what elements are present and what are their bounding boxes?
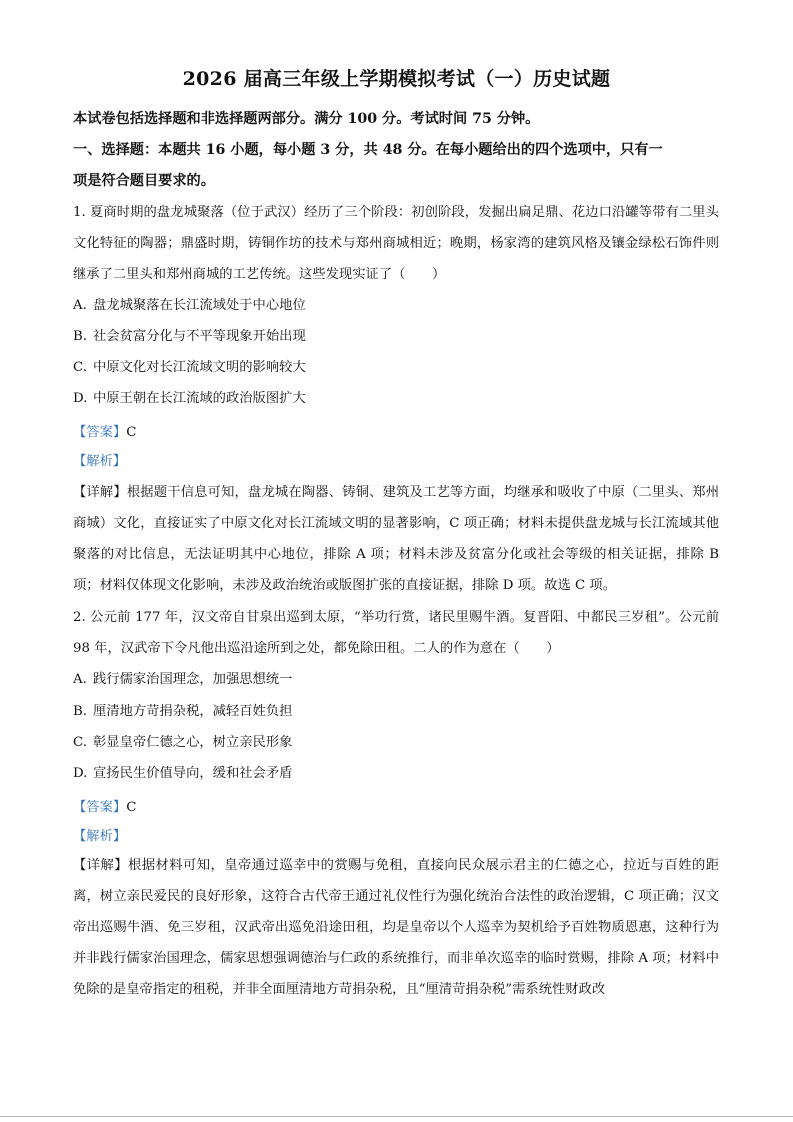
question-1-option-c — [73, 356, 306, 375]
question-2-answer — [73, 796, 136, 815]
question-1-analysis-label — [73, 450, 126, 469]
option-text: 中原文化对长江流域文明的影响较大 — [93, 360, 306, 375]
question-1-option-b — [73, 325, 306, 344]
question-2-detail: 【详解】根据材料可知，皇帝通过巡幸中的赏赐与免租，直接向民众展示君主的仁德之心，拉近与百姓的距离，树立亲民爱民的良好形象，这符合古代帝王通过礼仪性行为强化统治合法性的政治逻辑，C 项正确；汉文帝出巡赐牛酒、免三岁租，汉武帝出巡免沿途田租，均是皇帝以个人巡幸为契机给予百姓物质恩惠，这种行为并非践行儒家治国理念，儒家思想强调德治与仁政的系统推行，而非单次巡幸的临时赏赐，排除 A 项；材料中免除的是皇帝指定的租税，并非全面厘清地方苛捐杂税，且“厘清苛捐杂税”需系统性财政改 — [73, 858, 719, 998]
question-2-option-b — [73, 700, 292, 719]
question-1-option-a — [73, 294, 306, 313]
question-2-option-c — [73, 731, 292, 750]
option-letter: A. — [73, 298, 87, 313]
exam-intro: 本试卷包括选择题和非选择题两部分。满分 100 分。考试时间 75 分钟。 — [73, 111, 540, 127]
question-1-detail: 【详解】根据题干信息可知，盘龙城在陶器、铸铜、建筑及工艺等方面，均继承和吸收了中原（二里头、郑州商城）文化，直接证实了中原文化对长江流域文明的显著影响，C 项正确；材料未提供盘龙城与长江流域其他聚落的对比信息，无法证明其中心地位，排除 A 项；材料未涉及贫富分化或社会等级的相关证据，排除 B 项；材料仅体现文化影响，未涉及政治统治或版图扩张的直接证据，排除 D 项。故选 C 项。 — [73, 485, 719, 594]
option-text: 厘清地方苛捐杂税，减轻百姓负担 — [93, 704, 293, 719]
option-letter: A. — [73, 672, 87, 687]
option-letter: D. — [73, 766, 88, 781]
question-1-option-d — [73, 387, 306, 406]
option-text: 践行儒家治国理念，加强思想统一 — [93, 672, 293, 687]
section-heading-line2: 项是符合题目要求的。 — [73, 173, 215, 189]
analysis-label: 【解析】 — [73, 829, 127, 844]
option-letter: C. — [73, 735, 87, 750]
question-2-stem: 2. 公元前 177 年，汉文帝自甘泉出巡到太原，“举功行赏，诸民里赐牛酒。复晋阳、中都民三岁租”。公元前 98 年，汉武帝下令凡他出巡沿途所到之处，都免除田租。二人的作为意在（ ） — [73, 610, 719, 657]
page-title: 2026 届高三年级上学期模拟考试（一）历史试题 — [182, 68, 611, 90]
question-1-stem: 1. 夏商时期的盘龙城聚落（位于武汉）经历了三个阶段：初创阶段，发掘出扁足鼎、花边口沿罐等带有二里头文化特征的陶器；鼎盛时期，铸铜作坊的技术与郑州商城相近；晚期，杨家湾的建筑风格及镶金绿松石饰件则继承了二里头和郑州商城的工艺传统。这些发现实证了（ ） — [73, 205, 719, 283]
section-heading-line1: 一、选择题：本题共 16 小题，每小题 3 分，共 48 分。在每小题给出的四个选项中，只有一 — [73, 142, 663, 158]
page-bottom-divider — [0, 1116, 793, 1117]
analysis-label: 【解析】 — [73, 454, 127, 469]
question-2-option-d — [73, 762, 292, 781]
option-letter: C. — [73, 360, 87, 375]
option-text: 盘龙城聚落在长江流域处于中心地位 — [93, 298, 306, 313]
question-1-answer — [73, 421, 136, 440]
answer-value: C — [126, 425, 137, 440]
answer-value: C — [126, 800, 137, 815]
question-2-option-a — [73, 668, 292, 687]
option-text: 社会贫富分化与不平等现象开始出现 — [93, 329, 306, 344]
answer-label: 【答案】 — [73, 800, 127, 815]
option-text: 宣扬民生价值导向，缓和社会矛盾 — [93, 766, 293, 781]
option-letter: B. — [73, 329, 87, 344]
answer-label: 【答案】 — [73, 425, 127, 440]
option-text: 彰显皇帝仁德之心，树立亲民形象 — [93, 735, 293, 750]
option-letter: D. — [73, 391, 88, 406]
question-2-analysis-label — [73, 825, 126, 844]
option-text: 中原王朝在长江流域的政治版图扩大 — [93, 391, 306, 406]
option-letter: B. — [73, 704, 87, 719]
